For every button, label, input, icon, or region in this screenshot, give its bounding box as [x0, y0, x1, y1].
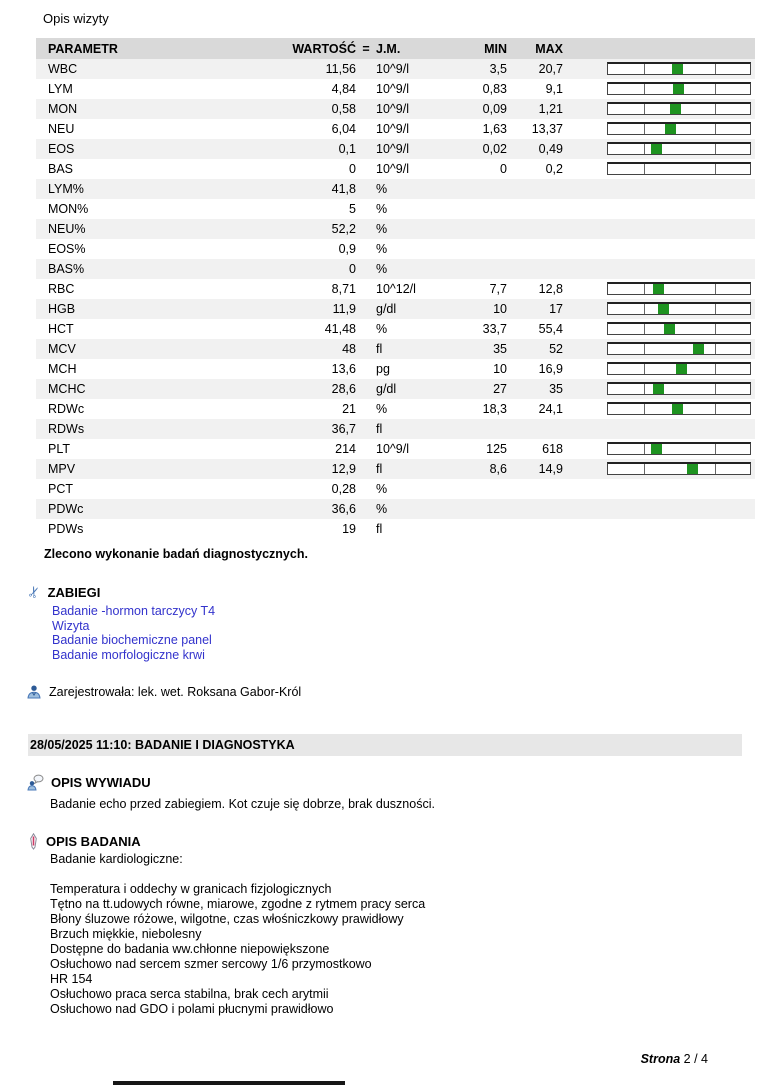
- table-row: WBC 11,56 10^9/l 3,5 20,7: [36, 59, 755, 79]
- col-header-wartosc: WARTOŚĆ: [292, 41, 356, 56]
- table-row: LYM 4,84 10^9/l 0,83 9,1: [36, 79, 755, 99]
- badanie-line: Temperatura i oddechy w granicach fizjologicznych: [50, 882, 332, 896]
- zabieg-link[interactable]: Badanie -hormon tarczycy T4: [52, 604, 216, 618]
- table-row: MCH 13,6 pg 10 16,9: [36, 359, 755, 379]
- value-marker: [653, 284, 664, 294]
- table-row: EOS 0,1 10^9/l 0,02 0,49: [36, 139, 755, 159]
- badanie-line: Osłuchowo nad GDO i polami płucnymi prawidłowo: [50, 1002, 334, 1016]
- range-bar: [607, 342, 751, 355]
- col-header-jm: J.M.: [376, 41, 401, 56]
- range-bar: [607, 162, 751, 175]
- range-bar: [607, 382, 751, 395]
- table-row: NEU 6,04 10^9/l 1,63 13,37: [36, 119, 755, 139]
- badanie-line: Tętno na tt.udowych równe, miarowe, zgodne z rytmem pracy serca: [50, 897, 426, 911]
- col-header-max: MAX: [535, 41, 563, 56]
- range-bar: [607, 282, 751, 295]
- col-header-eq: =: [362, 41, 370, 56]
- visit-section-bar: [28, 734, 742, 756]
- table-row: PDWs 19 fl: [48, 522, 383, 536]
- badanie-line: HR 154: [50, 972, 93, 986]
- table-row: HGB 11,9 g/dl 10 17: [36, 299, 755, 319]
- opis-wywiadu-header: [27, 774, 151, 791]
- value-marker: [687, 464, 698, 474]
- value-marker: [664, 324, 675, 334]
- visit-section-title: 28/05/2025 11:10: BADANIE I DIAGNOSTYKA: [30, 738, 295, 752]
- table-row: RDWs 36,7 fl: [36, 419, 755, 439]
- opis-badania-header: [29, 833, 141, 850]
- value-marker: [651, 444, 662, 454]
- zabieg-link[interactable]: Wizyta: [52, 618, 90, 633]
- opis-badania-intro: Badanie kardiologiczne:: [50, 852, 183, 866]
- range-bar: [607, 322, 751, 335]
- table-header-row: [36, 38, 755, 59]
- zabieg-link[interactable]: Badanie biochemiczne panel: [52, 633, 212, 648]
- person-speech-icon: [27, 774, 44, 791]
- value-marker: [658, 304, 669, 314]
- table-row: EOS% 0,9 %: [48, 242, 388, 256]
- opis-badania-title: OPIS BADANIA: [46, 834, 141, 849]
- table-row: PLT 214 10^9/l 125 618: [36, 439, 755, 459]
- table-row: NEU% 52,2 %: [36, 219, 755, 239]
- footer-label: Strona: [640, 1052, 681, 1066]
- bottom-edge-line: [113, 1081, 345, 1085]
- table-row: PDWc 36,6 %: [36, 499, 755, 519]
- badanie-line: Osłuchowo praca serca stabilna, brak cech arytmii: [50, 987, 329, 1001]
- registered-by-text: Zarejestrowała: lek. wet. Roksana Gabor-Król: [49, 685, 302, 699]
- value-marker: [693, 344, 704, 354]
- table-row: BAS 0 10^9/l 0 0,2: [36, 159, 755, 179]
- zabiegi-title: ZABIEGI: [47, 584, 101, 600]
- table-row: RDWc 21 % 18,3 24,1: [36, 399, 755, 419]
- diagnostics-note: Zlecono wykonanie badań diagnostycznych.: [44, 547, 308, 561]
- range-bar: [607, 442, 751, 455]
- value-marker: [673, 84, 684, 94]
- col-header-min: MIN: [484, 41, 507, 56]
- value-marker: [651, 144, 662, 154]
- table-row: BAS% 0 %: [36, 259, 755, 279]
- badanie-line: Dostępne do badania ww.chłonne niepowiększone: [50, 942, 330, 956]
- opis-wywiadu-title: OPIS WYWIADU: [51, 775, 151, 790]
- value-marker: [653, 384, 664, 394]
- value-marker: [676, 364, 687, 374]
- table-row: PCT 0,28 %: [48, 482, 388, 496]
- footer-page-number: 2 / 4: [683, 1052, 708, 1066]
- value-marker: [672, 404, 683, 414]
- zabieg-link[interactable]: Badanie morfologiczne krwi: [52, 647, 205, 662]
- pin-icon: [29, 833, 38, 850]
- opis-wywiadu-text: Badanie echo przed zabiegiem. Kot czuje się dobrze, brak duszności.: [50, 797, 435, 811]
- value-marker: [672, 64, 683, 74]
- col-header-parametr: PARAMETR: [48, 41, 118, 56]
- table-row: MCHC 28,6 g/dl 27 35: [36, 379, 755, 399]
- person-icon: [26, 684, 42, 700]
- table-row: MON% 5 %: [48, 202, 388, 216]
- zabiegi-list: [52, 604, 215, 662]
- range-bar: [607, 122, 751, 135]
- badanie-line: Błony śluzowe różowe, wilgotne, czas włośniczkowy prawidłowy: [50, 912, 404, 926]
- registered-by-row: [26, 684, 301, 700]
- opis-badania-lines: [50, 882, 425, 1017]
- results-table-body: [36, 59, 755, 539]
- table-row: LYM% 41,8 %: [36, 179, 755, 199]
- zabiegi-section-header: [24, 583, 101, 601]
- table-row: MPV 12,9 fl 8,6 14,9: [36, 459, 755, 479]
- range-bar: [607, 302, 751, 315]
- range-bar: [607, 362, 751, 375]
- page-footer: [641, 1052, 708, 1066]
- page-title: Opis wizyty: [43, 11, 109, 26]
- range-bar: [607, 402, 751, 415]
- badanie-line: Osłuchowo nad sercem szmer sercowy 1/6 przymostkowo: [50, 957, 372, 971]
- range-bar: [607, 82, 751, 95]
- lab-results-table: [36, 38, 755, 539]
- table-row: MCV 48 fl 35 52: [36, 339, 755, 359]
- badanie-line: Brzuch miękkie, niebolesny: [50, 927, 202, 941]
- scissors-icon: ✂: [24, 583, 45, 601]
- range-bar: [607, 142, 751, 155]
- value-marker: [670, 104, 681, 114]
- value-marker: [665, 124, 676, 134]
- table-row: MON 0,58 10^9/l 0,09 1,21: [36, 99, 755, 119]
- range-bar: [607, 102, 751, 115]
- table-row: RBC 8,71 10^12/l 7,7 12,8: [36, 279, 755, 299]
- range-bar: [607, 62, 751, 75]
- table-row: HCT 41,48 % 33,7 55,4: [36, 319, 755, 339]
- range-bar: [607, 462, 751, 475]
